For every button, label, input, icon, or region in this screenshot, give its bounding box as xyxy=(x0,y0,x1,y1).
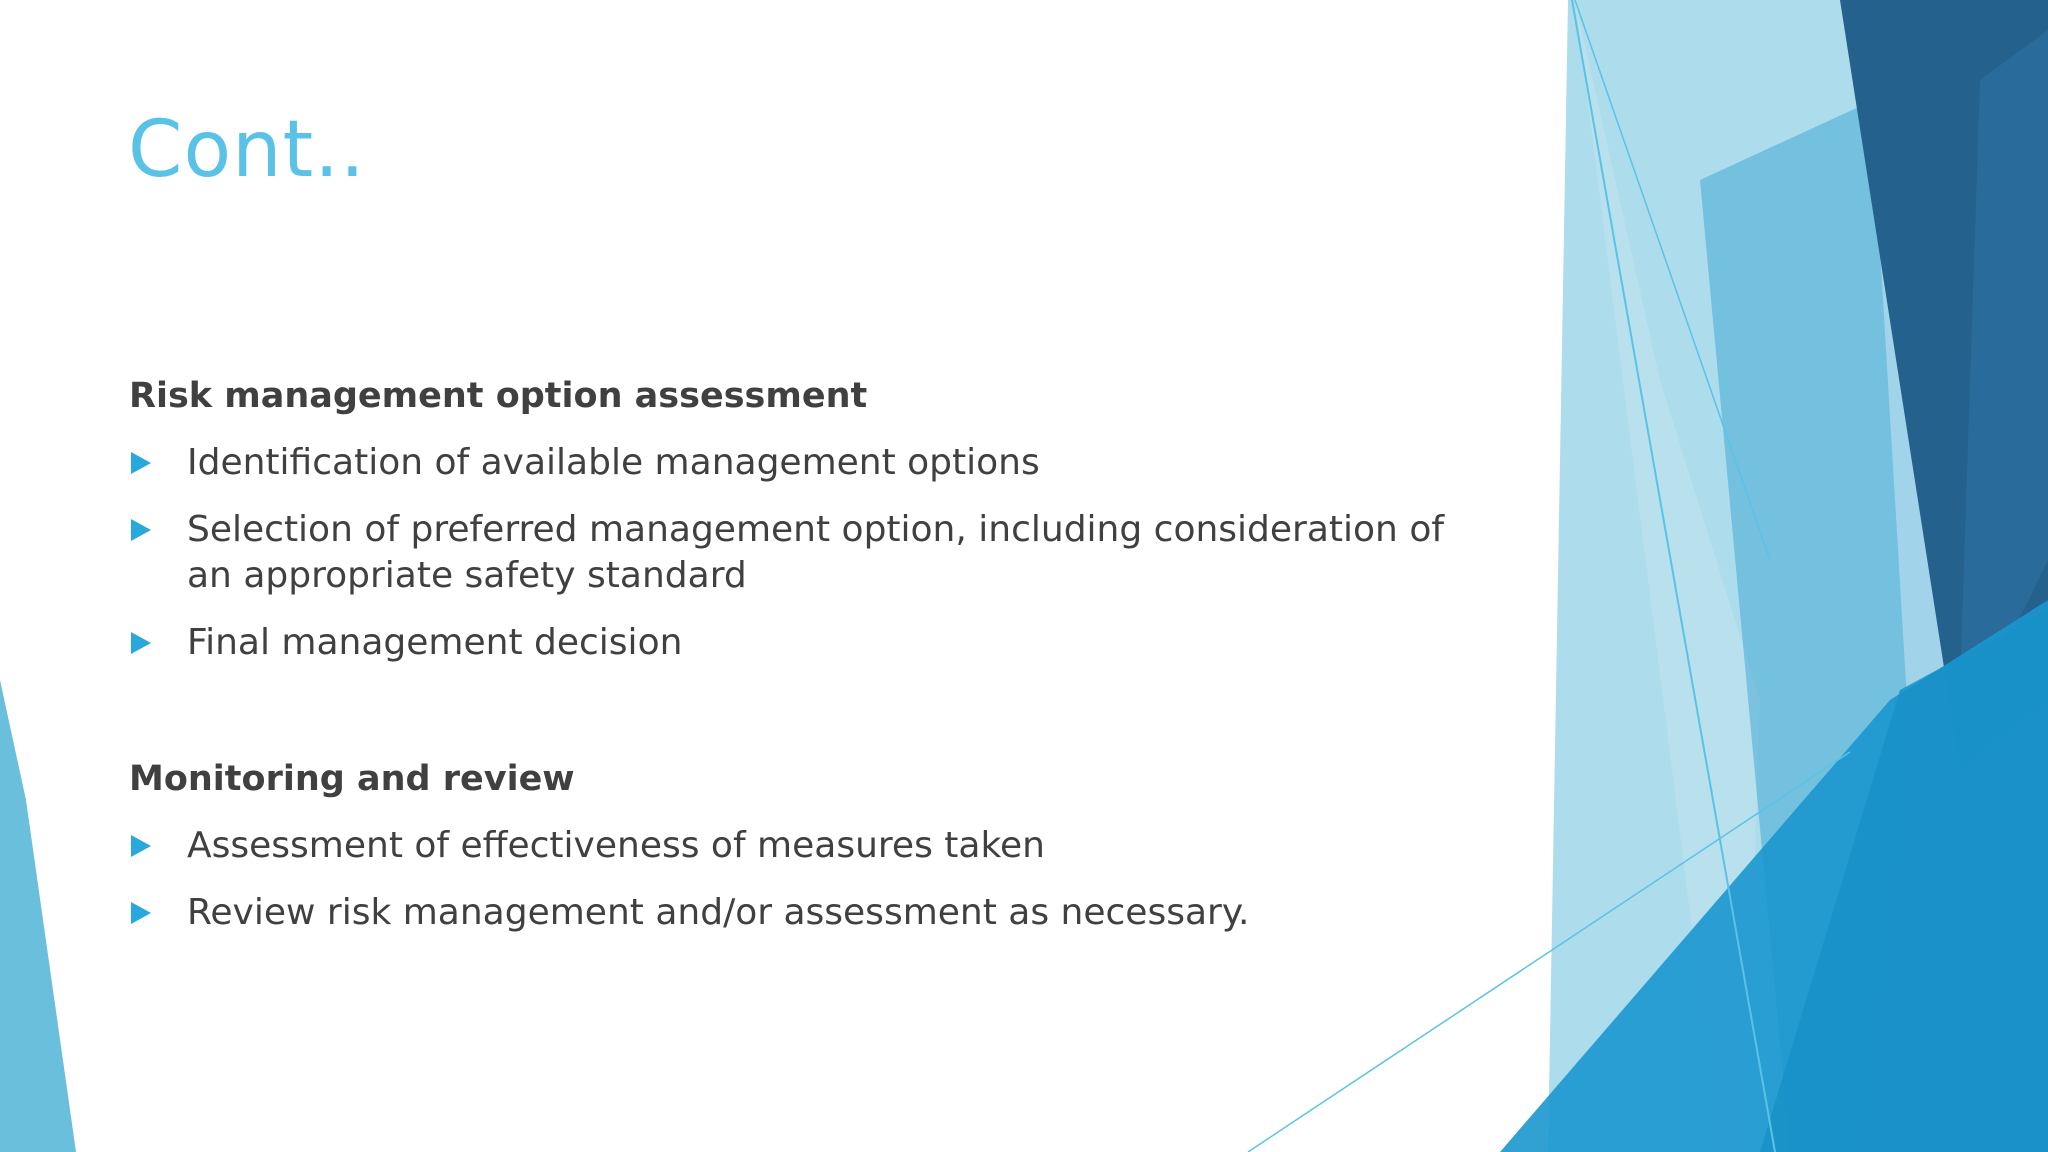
bullet-item xyxy=(129,823,1499,869)
bullet-text: Final management decision xyxy=(187,622,683,663)
triangle-right-icon xyxy=(131,835,151,857)
bullet-item xyxy=(129,890,1499,936)
bullet-text: Review risk management and/or assessment as necessary. xyxy=(187,892,1250,933)
bullet-text: Identification of available management options xyxy=(187,442,1040,483)
triangle-right-icon xyxy=(131,519,151,541)
section-heading-risk-management: Risk management option assessment xyxy=(129,376,868,416)
bullet-item xyxy=(129,507,1499,599)
slide-title: Cont.. xyxy=(128,105,366,195)
bullet-item xyxy=(129,440,1499,486)
bullet-text: Selection of preferred management option, including consideration of an appropriate safety standard xyxy=(187,509,1445,596)
triangle-right-icon xyxy=(131,902,151,924)
triangle-right-icon xyxy=(131,632,151,654)
left-accent-sliver xyxy=(0,680,76,1152)
bullet-item xyxy=(129,620,1499,666)
section-heading-monitoring-review: Monitoring and review xyxy=(129,759,575,799)
bullet-text: Assessment of effectiveness of measures taken xyxy=(187,825,1045,866)
triangle-right-icon xyxy=(131,452,151,474)
